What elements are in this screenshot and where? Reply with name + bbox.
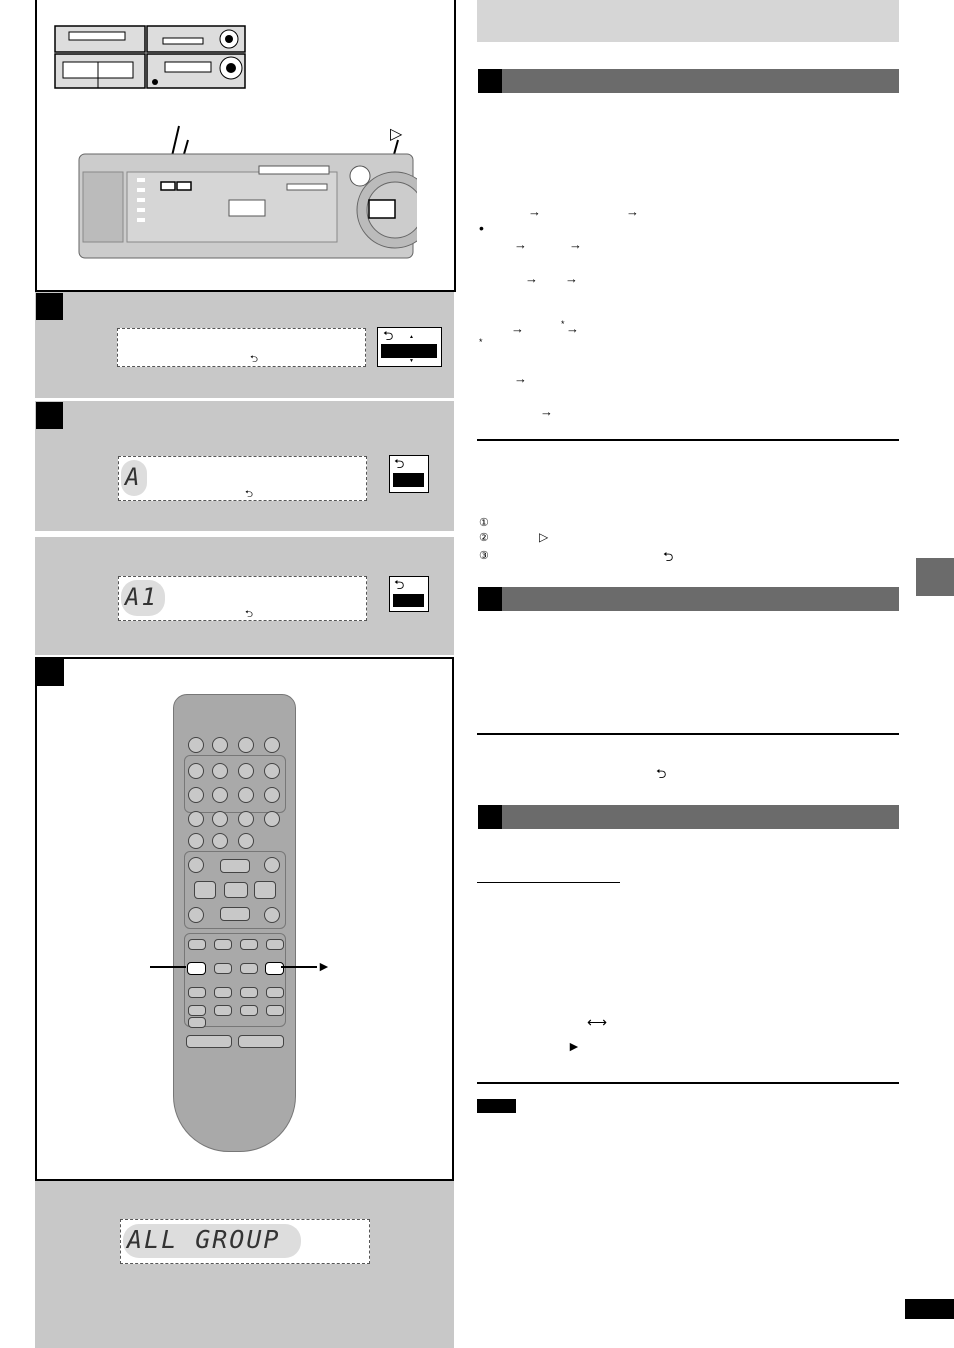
remote-button[interactable] — [212, 833, 228, 849]
step-a-marker — [36, 293, 63, 320]
fast-forward-button[interactable] — [266, 1005, 284, 1016]
remote-control — [173, 694, 296, 1152]
number-button[interactable] — [212, 811, 228, 827]
remote-button[interactable] — [214, 1005, 232, 1016]
remote-button[interactable] — [212, 737, 228, 753]
result-panel — [35, 1181, 454, 1348]
arrow-icon: → — [514, 371, 527, 386]
remote-button[interactable] — [264, 737, 280, 753]
up-arrow-icon: ▲ — [409, 334, 414, 340]
play-button[interactable] — [265, 962, 284, 975]
repeat-icon: ⮌ — [383, 328, 394, 343]
number-button[interactable] — [264, 811, 280, 827]
bullet-icon: • — [479, 220, 484, 236]
subheading-underline — [477, 882, 620, 883]
all-group-lcd — [120, 1219, 370, 1264]
step-b2-lcd-text: A1 — [125, 583, 158, 611]
remote-button[interactable] — [214, 987, 232, 998]
remote-button[interactable] — [188, 1005, 206, 1016]
step-2-icon: ② — [479, 532, 489, 544]
remote-button[interactable] — [188, 833, 204, 849]
play-marker-icon: ▷ — [390, 126, 403, 143]
stereo-system-icon — [53, 22, 253, 92]
section-header-2-marker — [478, 587, 502, 611]
step-a-lcd — [117, 328, 366, 367]
play-icon: ▷ — [539, 530, 549, 544]
nav-up-button[interactable] — [220, 859, 250, 873]
step-b-marker — [36, 402, 63, 429]
repeat-indicator-icon: ⮌ — [245, 609, 254, 620]
step-3-icon: ③ — [479, 550, 489, 562]
arrow-icon: → — [528, 204, 541, 219]
remote-button[interactable] — [238, 833, 254, 849]
step-c-marker — [37, 659, 64, 686]
remote-button[interactable] — [240, 939, 258, 950]
repeat-icon: ⮌ — [394, 456, 405, 471]
page-number-box — [905, 1299, 954, 1319]
arrow-icon: → — [511, 321, 524, 336]
section-header-3 — [478, 805, 899, 829]
section-header-2 — [478, 587, 899, 611]
remote-button[interactable] — [264, 907, 280, 923]
step-b2-lcd — [118, 576, 367, 621]
repeat-mode-display — [377, 327, 442, 367]
volume-down-button[interactable] — [186, 1035, 232, 1048]
nav-left-button[interactable] — [194, 881, 216, 899]
power-button[interactable] — [188, 737, 204, 753]
repeat-icon: ⮌ — [394, 577, 405, 592]
number-button[interactable] — [238, 787, 254, 803]
all-group-lcd-text: ALL GROUP — [127, 1225, 281, 1254]
section-rule-1 — [477, 439, 899, 441]
section-rule-2 — [477, 733, 899, 735]
main-unit-icon — [77, 152, 417, 262]
title-bar — [477, 0, 899, 42]
rewind-button[interactable] — [240, 1005, 258, 1016]
remote-button[interactable] — [214, 939, 232, 950]
step-1-icon: ① — [479, 517, 489, 529]
step-b-lcd-text: A — [125, 463, 142, 491]
remote-button[interactable] — [266, 939, 284, 950]
section-rule-3 — [477, 1082, 899, 1084]
arrow-icon: → — [566, 321, 579, 336]
remote-button[interactable] — [264, 857, 280, 873]
number-button[interactable] — [212, 787, 228, 803]
play-callout-icon: ► — [317, 958, 331, 974]
nav-down-button[interactable] — [220, 907, 250, 921]
remote-button[interactable] — [188, 987, 206, 998]
side-tab — [916, 558, 954, 596]
remote-button[interactable] — [188, 939, 206, 950]
section-header-1 — [478, 69, 899, 93]
repeat-indicator-icon: ⮌ — [250, 354, 259, 365]
callout-line-left — [150, 966, 186, 968]
repeat-icon: ⮌ — [656, 766, 667, 781]
callout-line-right — [281, 966, 317, 968]
number-button[interactable] — [264, 763, 280, 779]
remote-button[interactable] — [188, 1017, 206, 1028]
remote-button[interactable] — [238, 737, 254, 753]
nav-center-button[interactable] — [224, 882, 248, 898]
arrow-icon: → — [569, 237, 582, 252]
arrow-icon: → — [514, 237, 527, 252]
number-button[interactable] — [188, 787, 204, 803]
number-button[interactable] — [212, 763, 228, 779]
remote-button[interactable] — [188, 907, 204, 923]
repeat-indicator-icon: ⮌ — [245, 489, 254, 500]
repeat-icon: ⮌ — [663, 549, 674, 564]
repeat-button[interactable] — [187, 962, 206, 975]
repeat-mode-highlight — [381, 344, 437, 358]
number-button[interactable] — [238, 811, 254, 827]
arrow-icon: → — [626, 204, 639, 219]
step-b-lcd — [118, 456, 367, 501]
play-icon: ► — [567, 1038, 581, 1054]
stop-button[interactable] — [240, 963, 258, 974]
repeat-status-display-2 — [389, 576, 429, 612]
repeat-status-display — [389, 455, 429, 493]
section-header-3-marker — [478, 805, 502, 829]
note-label-box — [477, 1099, 516, 1113]
section-header-1-marker — [478, 69, 502, 93]
down-arrow-icon: ▼ — [409, 358, 414, 364]
arrow-icon: → — [565, 271, 578, 286]
arrow-icon: → — [525, 271, 538, 286]
unit-illustration-panel — [35, 0, 456, 292]
arrow-icon: → — [540, 404, 553, 419]
remote-button[interactable] — [188, 857, 204, 873]
volume-up-button[interactable] — [238, 1035, 284, 1048]
skip-forward-button[interactable] — [266, 987, 284, 998]
number-button[interactable] — [188, 811, 204, 827]
asterisk-mark: * — [561, 319, 565, 329]
skip-back-button[interactable] — [240, 987, 258, 998]
two-way-arrow-icon: ⟷ — [587, 1014, 608, 1030]
number-button[interactable] — [264, 787, 280, 803]
number-button[interactable] — [238, 763, 254, 779]
nav-right-button[interactable] — [254, 881, 276, 899]
number-button[interactable] — [188, 763, 204, 779]
pause-button[interactable] — [214, 963, 232, 974]
asterisk-note: * — [479, 337, 483, 347]
